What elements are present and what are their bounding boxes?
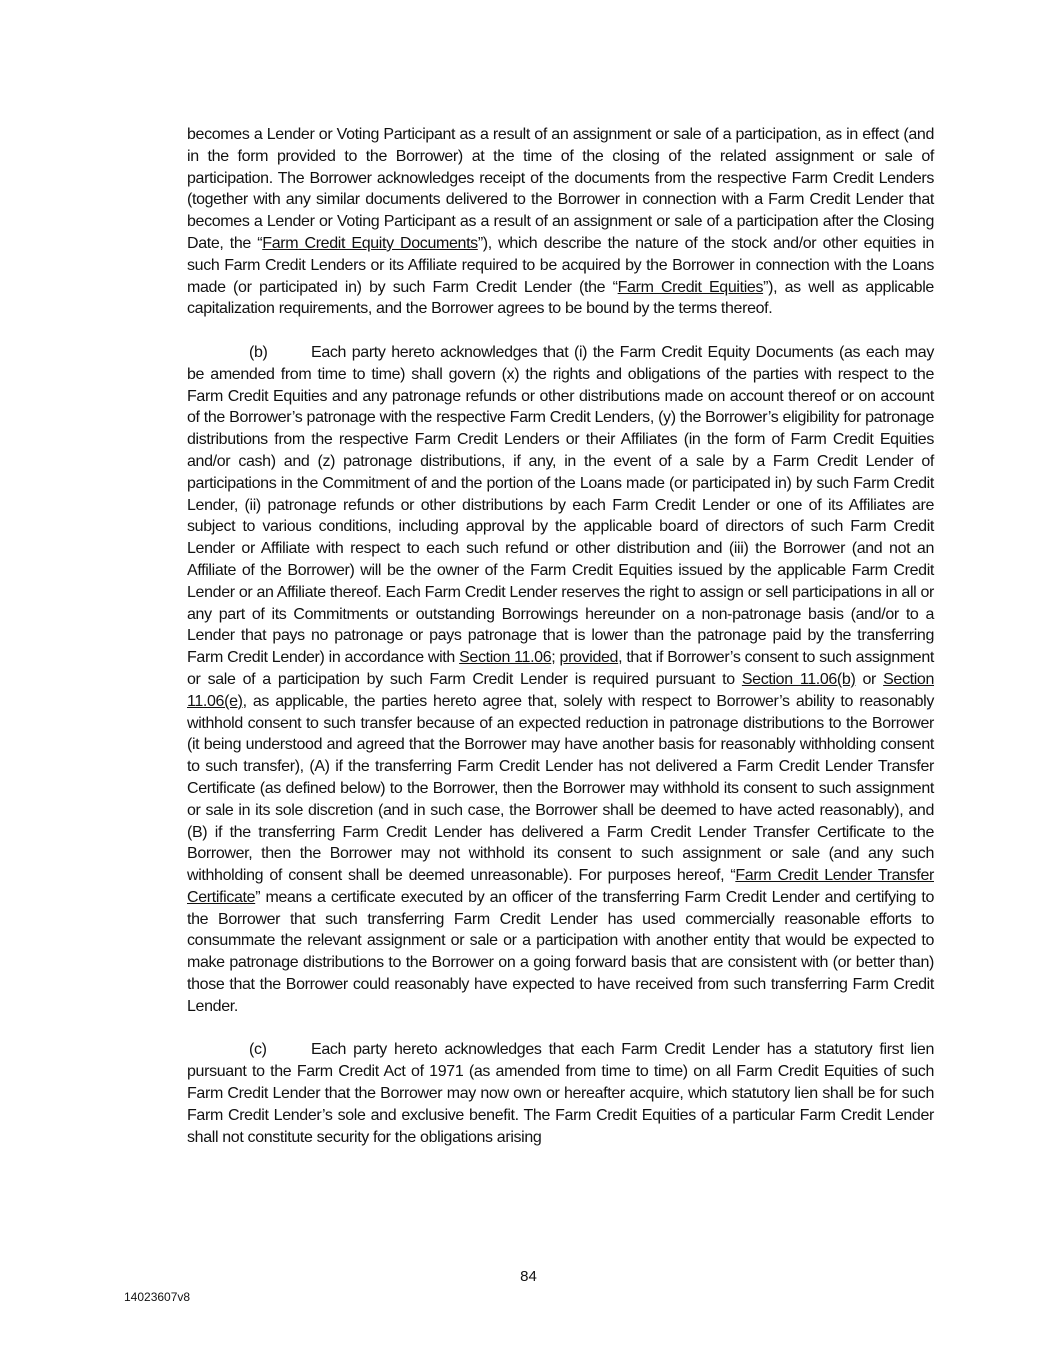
paragraph-label-b: (b) bbox=[249, 343, 268, 361]
page-number: 84 bbox=[520, 1268, 537, 1285]
paragraph-text: ” means a certificate executed by an officer of the transferring Farm Credit Lender and certifying to the Borrower that such transferring Farm Credit Lender has used commercially reasonable efforts to consummate the relevant assignment or sale or a participation with another entity that would be expected to make patronage distributions to the Borrower on a going forward basis that are consistent with (or better than) those that the Borrower could reasonably have expected to have received from such transferring Farm Credit Lender. bbox=[187, 888, 934, 1015]
paragraph-text: , as applicable, the parties hereto agree that, solely with respect to Borrower’s ability to reasonably withhold consent to such transfer because of an expected reduction in patronage distributions to the Borrower (it being understood and agreed that the Borrower may have another basis for reasonably withholding consent to such transfer), (A) if the transferring Farm Credit Lender has not delivered a Farm Credit Lender Transfer Certificate (as defined below) to the Borrower, then the Borrower may withhold its consent to such assignment or sale in its sole discretion (and in such case, the Borrower shall be deemed to have acted reasonably), and (B) if the transferring Farm Credit Lender has delivered a Farm Credit Lender Transfer Certificate to the Borrower, then the Borrower may not withhold its consent to such assignment or sale (and any such withholding of consent shall be deemed unreasonable). For purposes hereof, “ bbox=[187, 692, 934, 885]
paragraph-b bbox=[187, 342, 934, 1018]
defined-term-farm-credit-equities: Farm Credit Equities bbox=[617, 278, 764, 296]
defined-term-farm-credit-equity-documents: Farm Credit Equity Documents bbox=[262, 234, 478, 252]
paragraph-text: becomes a Lender or Voting Participant as a result of an assignment or sale of a participation, as in effect (and in the form provided to the Borrower) at the time of the closing of the related assignment or sale of participation. The Borrower acknowledges receipt of the documents from the respective Farm Credit Lenders (together with any similar documents delivered to the Borrower in connection with a Farm Credit Lender that becomes a Lender or Voting Participant as a result of an assignment or sale of a participation after the Closing Date, the “ bbox=[187, 126, 934, 252]
proviso-term: provided bbox=[559, 649, 619, 667]
section-reference-11-06-b: Section 11.06(b) bbox=[741, 670, 856, 688]
section-reference-11-06: Section 11.06 bbox=[459, 649, 552, 667]
paragraph-text: ”), which describe the nature of the stock and/or other equities in such Farm Credit Lenders or its Affiliate required to be acquired by the Borrower in connection with the Loans made (or participated in) by such Farm Credit Lender (the “ bbox=[187, 234, 934, 296]
paragraph-text: ; bbox=[551, 649, 560, 667]
paragraph-label-c: (c) bbox=[249, 1041, 267, 1059]
paragraph-text: Each party hereto acknowledges that each Farm Credit Lender has a statutory first lien pursuant to the Farm Credit Act of 1971 (as amended from time to time) on all Farm Credit Equities of such Farm Credit Lender that the Borrower may now own or hereafter acquire, which statutory lien shall be for such Farm Credit Lender’s sole and exclusive benefit. The Farm Credit Equities of a particular Farm Credit Lender shall not constitute security for the obligations arising bbox=[187, 1041, 934, 1146]
paragraph-text: , that if Borrower’s consent to such assignment or sale of a participation by such Farm Credit Lender is required pursuant to bbox=[187, 649, 934, 688]
section-reference-11-06-e: Section 11.06(e) bbox=[187, 670, 935, 710]
paragraph-c bbox=[187, 1039, 934, 1148]
defined-term-transfer-certificate: Farm Credit Lender Transfer Certificate bbox=[187, 867, 934, 906]
paragraph-text: ”), as well as applicable capitalization requirements, and the Borrower agrees to be bound by the terms thereof. bbox=[187, 278, 934, 318]
document-id: 14023607v8 bbox=[124, 1290, 191, 1304]
paragraph-a-continuation bbox=[187, 124, 934, 320]
document-body bbox=[187, 124, 934, 1170]
paragraph-text: Each party hereto acknowledges that (i) the Farm Credit Equity Documents (as each may be amended from time to time) shall govern (x) the rights and obligations of the parties with respect to the Farm Credit Equities and any patronage refunds or other distributions made on account thereof or on account of the Borrower’s patronage with the respective Farm Credit Lenders, (y) the Borrower’s eligibility for patronage distributions from the respective Farm Credit Lenders or their Affiliates (in the form of Farm Credit Equities and/or cash) and (z) patronage distributions, if any, in the event of a sale by a Farm Credit Lender of participations in the Commitment of and the portion of the Loans made (or participated in) by such Farm Credit Lender, (ii) patronage refunds or other distributions by each Farm Credit Lender or one of its Affiliates are subject to various conditions, including approval by the applicable board of directors of such Farm Credit Lender or Affiliate with respect to each such refund or other distribution and (iii) the Borrower (and not an Affiliate of the Borrower) will be the owner of the Farm Credit Equities issued by the applicable Farm Credit Lender or an Affiliate thereof. Each Farm Credit Lender reserves the right to assign or sell participations in all or any part of its Commitments or outstanding Borrowings hereunder on a non-patronage basis (and/or to a Lender that pays no patronage or pays patronage that is lower than the patronage paid by the transferring Farm Credit Lender) in accordance with bbox=[187, 343, 934, 667]
paragraph-text: or bbox=[855, 670, 884, 688]
